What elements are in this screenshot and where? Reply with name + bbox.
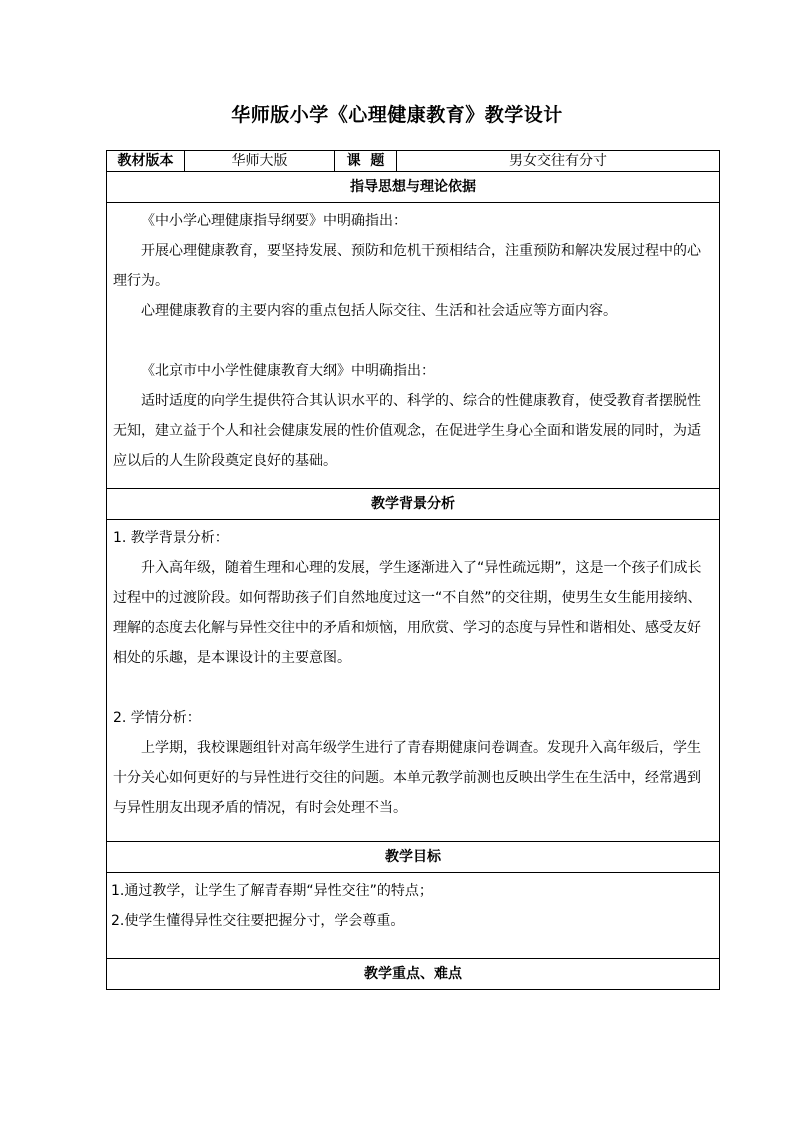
guidance-paragraph: 开展心理健康教育，要坚持发展、预防和危机干预相结合，注重预防和解决发展过程中的心理行为。 [113,243,701,289]
topic-value: 男女交往有分寸 [397,151,720,172]
background-heading-row [107,489,720,520]
guidance-paragraph: 《中小学心理健康指导纲要》中明确指出： [141,213,407,229]
lesson-plan-table [106,150,720,990]
background-body-row [107,520,720,842]
goals-body-row [107,873,720,959]
page-title: 华师版小学《心理健康教育》教学设计 [231,104,563,126]
textbook-label: 教材版本 [107,151,185,172]
guidance-paragraph: 《北京市中小学性健康教育大纲》中明确指出： [141,363,435,379]
background-item-text: 上学期，我校课题组针对高年级学生进行了青春期健康问卷调查。发现升入高年级后，学生十分关心如何更好的与异性进行交往的问题。本单元教学前测也反映出学生在生活中，经常遇到与异性朋友出现矛盾的情况，有时会处理不当。 [113,740,701,816]
background-item-title: 2. 学情分析： [113,710,201,726]
goal-item: 1.通过教学，让学生了解青春期“异性交往”的特点； [111,883,433,899]
guidance-paragraph: 适时适度的向学生提供符合其认识水平的、科学的、综合的性健康教育，使受教育者摆脱性无知，建立益于个人和社会健康发展的性价值观念，在促进学生身心全面和谐发展的同时，为适应以后的人生阶段奠定良好的基础。 [113,393,701,469]
key-points-heading-row [107,959,720,990]
textbook-value: 华师大版 [185,151,335,172]
guidance-body-row [107,203,720,489]
background-item-text: 升入高年级，随着生理和心理的发展，学生逐渐进入了“异性疏远期”，这是一个孩子们成长过程中的过渡阶段。如何帮助孩子们自然地度过这一“不自然”的交往期，使男生女生能用接纳、理解的态度去化解与异性交往中的矛盾和烦恼，用欣赏、学习的态度与异性和谐相处、感受友好相处的乐趣，是本课设计的主要意图。 [113,560,702,666]
guidance-heading-row [107,172,720,203]
key-points-heading: 教学重点、难点 [107,959,720,990]
background-heading: 教学背景分析 [107,489,720,520]
goals-body [107,873,720,959]
topic-label: 课 题 [335,151,397,172]
background-body [107,520,720,842]
goals-heading: 教学目标 [107,842,720,873]
guidance-body [107,203,720,489]
goals-heading-row [107,842,720,873]
goal-item: 2.使学生懂得异性交往要把握分寸，学会尊重。 [111,913,405,929]
header-row [107,151,720,172]
background-item-title: 1. 教学背景分析： [113,530,229,546]
guidance-paragraph: 心理健康教育的主要内容的重点包括人际交往、生活和社会适应等方面内容。 [141,303,617,319]
guidance-heading: 指导思想与理论依据 [107,172,720,203]
